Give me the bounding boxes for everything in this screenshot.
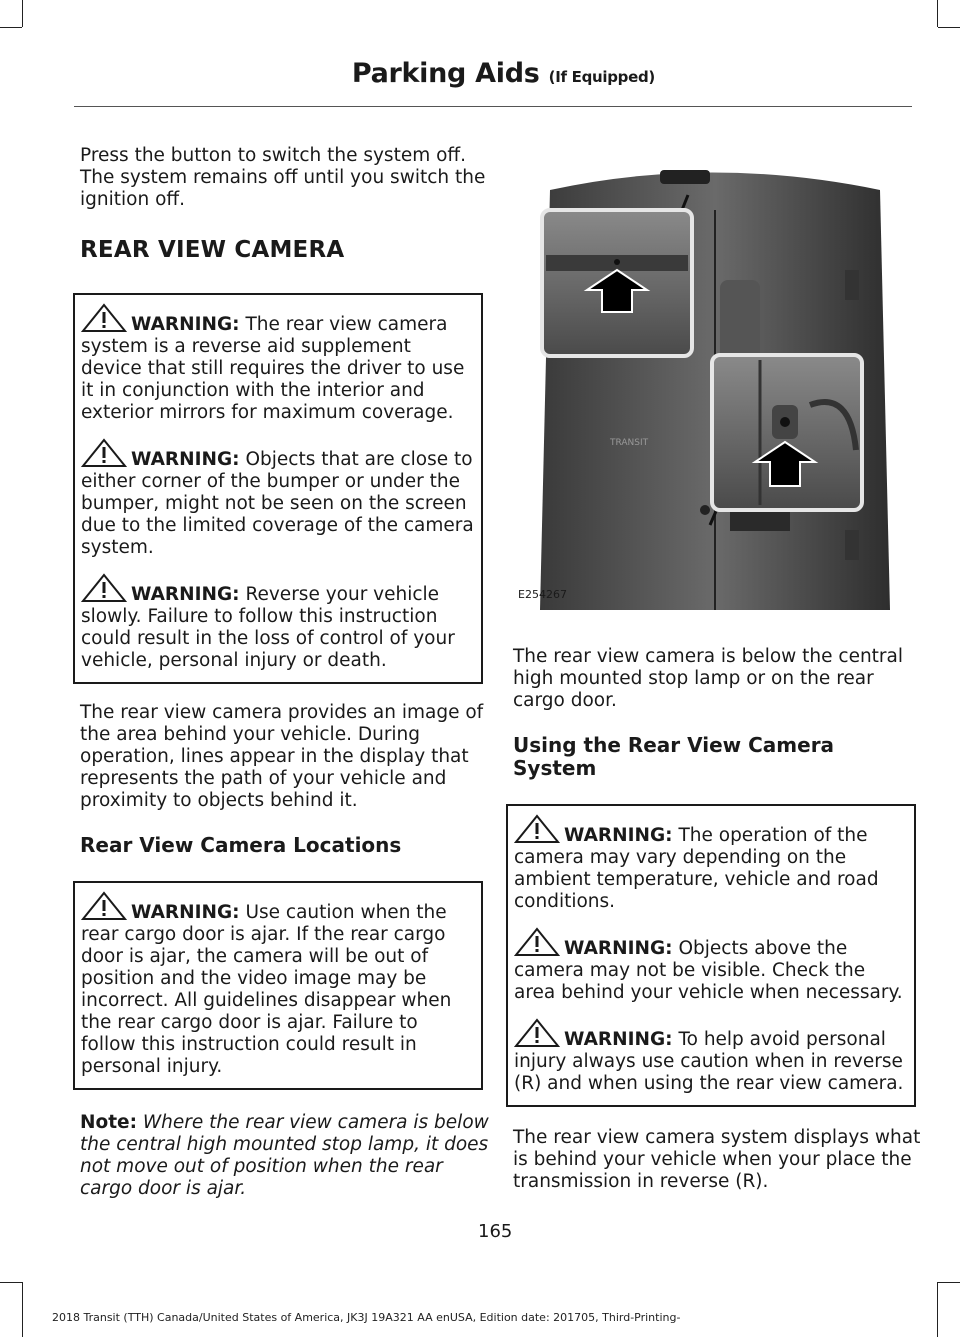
warning-item bbox=[81, 891, 475, 1078]
warning-text: The operation of the camera may vary depending on the ambient temperature, vehicle and road conditions. bbox=[514, 825, 879, 912]
warning-text: Reverse your vehicle slowly. Failure to follow this instruction could result in the loss of control of your vehicle, personal injury or death. bbox=[81, 584, 455, 671]
page-number: 165 bbox=[478, 1221, 513, 1242]
warning-item bbox=[514, 814, 908, 913]
crop-mark bbox=[938, 27, 960, 28]
note-label: Note: bbox=[80, 1112, 137, 1133]
section-title: REAR VIEW CAMERA bbox=[80, 237, 345, 263]
warning-text: Objects above the camera may not be visible. Check the area behind your vehicle when necessary. bbox=[514, 938, 903, 1003]
warning-item bbox=[81, 303, 475, 424]
warning-triangle-icon bbox=[514, 1018, 560, 1048]
warning-text: To help avoid personal injury always use caution when in reverse (R) and when using the rear view camera. bbox=[514, 1029, 904, 1094]
warning-label: WARNING: bbox=[564, 1029, 673, 1050]
crop-mark bbox=[22, 1282, 23, 1337]
warning-box bbox=[73, 881, 483, 1090]
page-title bbox=[352, 58, 655, 89]
crop-mark bbox=[937, 1282, 938, 1337]
warning-item bbox=[81, 438, 475, 559]
page-footer: 2018 Transit (TTH) Canada/United States of America, JK3J 19A321 AA enUSA, Edition date: 201705, Third-Printing- bbox=[52, 1311, 681, 1324]
camera-location-paragraph: The rear view camera is below the central high mounted stop lamp or on the rear cargo door. bbox=[513, 646, 904, 711]
header-divider bbox=[74, 106, 912, 107]
warning-label: WARNING: bbox=[564, 938, 673, 959]
crop-mark bbox=[22, 0, 23, 27]
subsection-title-using: Using the Rear View Camera System bbox=[513, 733, 835, 780]
crop-mark bbox=[0, 1282, 22, 1283]
warning-item bbox=[81, 573, 475, 672]
warning-item bbox=[514, 1018, 908, 1095]
warning-triangle-icon bbox=[81, 438, 127, 468]
vehicle-badge: TRANSIT bbox=[610, 438, 649, 448]
subsection-title-locations: Rear View Camera Locations bbox=[80, 833, 402, 857]
note-text: Where the rear view camera is below the central high mounted stop lamp, it does not move out of position when the rear cargo door is ajar. bbox=[80, 1112, 489, 1199]
warning-box bbox=[506, 804, 916, 1107]
crop-mark bbox=[0, 27, 22, 28]
warning-label: WARNING: bbox=[564, 825, 673, 846]
warning-item bbox=[514, 927, 908, 1004]
crop-mark bbox=[937, 0, 938, 27]
warning-label: WARNING: bbox=[131, 902, 240, 923]
intro-paragraph: Press the button to switch the system off. The system remains off until you switch the ignition off. bbox=[80, 145, 486, 210]
page-title-main: Parking Aids bbox=[351, 58, 540, 89]
page-title-subtitle: (If Equipped) bbox=[548, 68, 655, 86]
system-display-paragraph: The rear view camera system displays what is behind your vehicle when your place the transmission in reverse (R). bbox=[513, 1127, 921, 1192]
warning-text: The rear view camera system is a reverse aid supplement device that still requires the driver to use it in conjunction with the interior and exterior mirrors for maximum coverage. bbox=[81, 314, 465, 423]
warning-box bbox=[73, 293, 483, 684]
van-rear-illustration bbox=[510, 150, 910, 630]
warning-triangle-icon bbox=[81, 891, 127, 921]
warning-text: Use caution when the rear cargo door is ajar. If the rear cargo door is ajar, the camera will be out of position and the video image may be incorrect. All guidelines disappear when the rear cargo door is ajar. Failure to follow this instruction could result in personal injury. bbox=[81, 902, 452, 1077]
warning-triangle-icon bbox=[514, 927, 560, 957]
warning-triangle-icon bbox=[81, 573, 127, 603]
figure-code: E254267 bbox=[518, 588, 567, 601]
warning-label: WARNING: bbox=[131, 314, 240, 335]
right-column bbox=[513, 646, 923, 1211]
crop-mark bbox=[938, 1282, 960, 1283]
warning-text: Objects that are close to either corner of the bumper or under the bumper, might not be seen on the screen due to the limited coverage of the camera system. bbox=[81, 449, 474, 558]
left-column bbox=[80, 145, 490, 1200]
warning-triangle-icon bbox=[81, 303, 127, 333]
warning-label: WARNING: bbox=[131, 584, 240, 605]
warning-label: WARNING: bbox=[131, 449, 240, 470]
note bbox=[80, 1112, 490, 1200]
camera-description: The rear view camera provides an image of the area behind your vehicle. During operation, lines appear in the display that represents the path of your vehicle and proximity to objects behind it. bbox=[80, 702, 484, 811]
rear-camera-figure bbox=[510, 150, 910, 630]
warning-triangle-icon bbox=[514, 814, 560, 844]
